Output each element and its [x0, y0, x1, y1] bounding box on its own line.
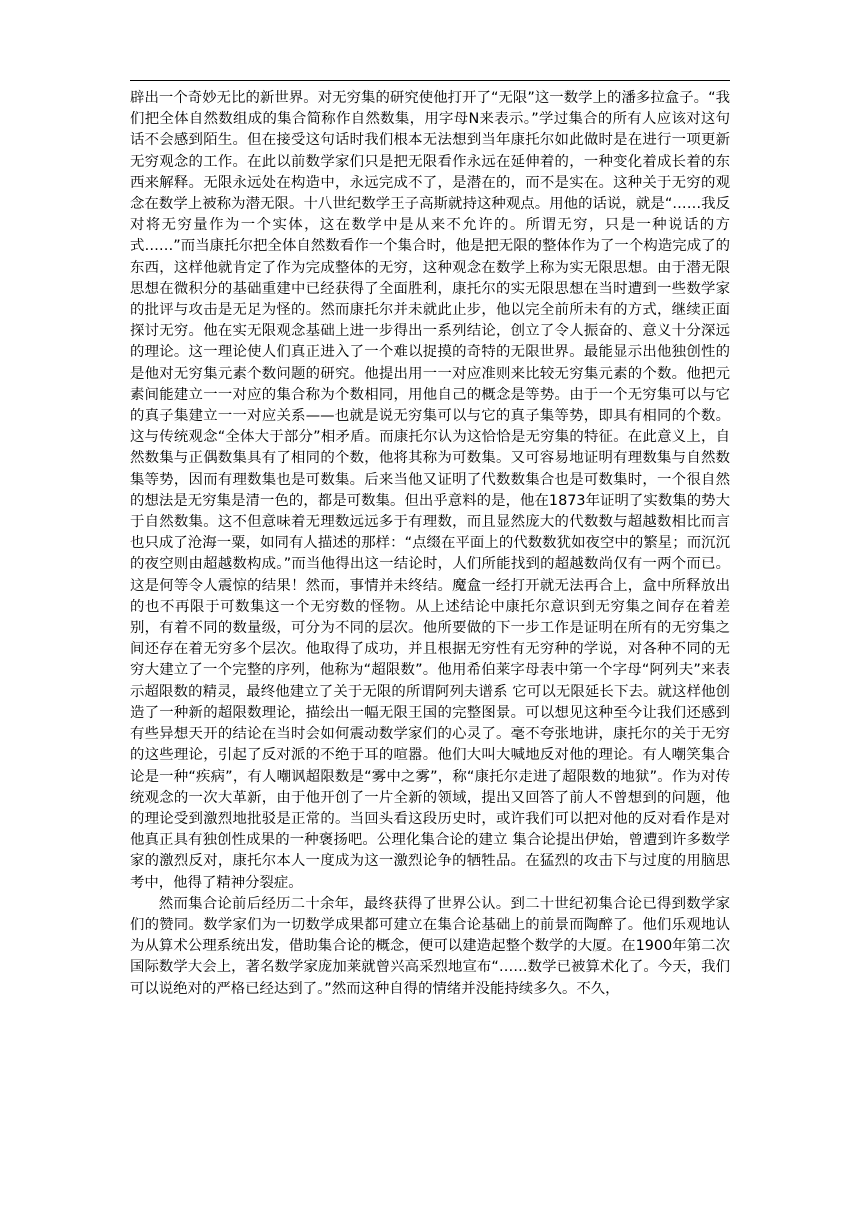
paragraph-1: 辟出一个奇妙无比的新世界。对无穷集的研究使他打开了“无限”这一数学上的潘多拉盒子。“我们把全体自然数组成的集合简称作自然数集，用字母N来表示。”学过集合的所有人应该对这句话不会感到陌生。但在接受这句话时我们根本无法想到当年康托尔如此做时是在进行一项更新无穷观念的工作。在此以前数学家们只是把无限看作永远在延伸着的，一种变化着成长着的东西来解释。无限永远处在构造中，永远完成不了，是潜在的，而不是实在。这种关于无穷的观念在数学上被称为潜无限。十八世纪数学王子高斯就持这种观点。用他的话说，就是“……我反对将无穷量作为一个实体，这在数学中是从来不允许的。所谓无穷，只是一种说话的方式……”而当康托尔把全体自然数看作一个集合时，他是把无限的整体作为了一个构造完成了的东西，这样他就肯定了作为完成整体的无穷，这种观念在数学上称为实无限思想。由于潜无限思想在微积分的基础重建中已经获得了全面胜利，康托尔的实无限思想在当时遭到一些数学家的批评与攻击是无足为怪的。然而康托尔并未就此止步，他以完全前所未有的方式，继续正面探讨无穷。他在实无限观念基础上进一步得出一系列结论，创立了令人振奋的、意义十分深远的理论。这一理论使人们真正进入了一个难以捉摸的奇特的无限世界。最能显示出他独创性的是他对无穷集元素个数问题的研究。他提出用一一对应准则来比较无穷集元素的个数。他把元素间能建立一一对应的集合称为个数相同，用他自己的概念是等势。由于一个无穷集可以与它的真子集建立一一对应关系——也就是说无穷集可以与它的真子集等势，即具有相同的个数。这与传统观念“全体大于部分”相矛盾。而康托尔认为这恰恰是无穷集的特征。在此意义上，自然数集与正偶数集具有了相同的个数，他将其称为可数集。又可容易地证明有理数集与自然数集等势，因而有理数集也是可数集。后来当他又证明了代数数集合也是可数集时，一个很自然的想法是无穷集是清一色的，都是可数集。但出乎意料的是，他在1873年证明了实数集的势大于自然数集。这不但意味着无理数远远多于有理数，而且显然庞大的代数数与超越数相比而言也只成了沧海一粟，如同有人描述的那样：“点缀在平面上的代数数犹如夜空中的繁星；而沉沉的夜空则由超越数构成。”而当他得出这一结论时，人们所能找到的超越数尚仅有一两个而已。这是何等令人震惊的结果！然而，事情并未终结。魔盒一经打开就无法再合上，盒中所释放出的也不再限于可数集这一个无穷数的怪物。从上述结论中康托尔意识到无穷集之间存在着差别，有着不同的数量级，可分为不同的层次。他所要做的下一步工作是证明在所有的无穷集之间还存在着无穷多个层次。他取得了成功，并且根据无穷性有无穷种的学说，对各种不同的无穷大建立了一个完整的序列，他称为“超限数”。他用希伯莱字母表中第一个字母“阿列夫”来表示超限数的精灵，最终他建立了关于无限的所谓阿列夫谱系 它可以无限延长下去。就这样他创造了一种新的超限数理论，描绘出一幅无限王国的完整图景。可以想见这种至今让我们还感到有些异想天开的结论在当时会如何震动数学家们的心灵了。毫不夸张地讲，康托尔的关于无穷的这些理论，引起了反对派的不绝于耳的喧嚣。他们大叫大喊地反对他的理论。有人嘲笑集合论是一种“疾病”，有人嘲讽超限数是“雾中之雾”，称“康托尔走进了超限数的地狱”。作为对传统观念的一次大革新，由于他开创了一片全新的领域，提出又回答了前人不曾想到的问题，他的理论受到激烈地批驳是正常的。当回头看这段历史时，或许我们可以把对他的反对看作是对他真正具有独创性成果的一种褒扬吧。公理化集合论的建立 集合论提出伊始，曾遭到许多数学家的激烈反对，康托尔本人一度成为这一激烈论争的牺牲品。在猛烈的攻击下与过度的用脑思考中，他得了精神分裂症。	[130, 90, 730, 891]
header-rule	[130, 80, 730, 81]
body-text	[130, 88, 730, 1000]
paragraph-2: 然而集合论前后经历二十余年，最终获得了世界公认。到二十世纪初集合论已得到数学家们的赞同。数学家们为一切数学成果都可建立在集合论基础上的前景而陶醉了。他们乐观地认为从算术公理系统出发，借助集合论的概念，便可以建造起整个数学的大厦。在1900年第二次国际数学大会上，著名数学家庞加莱就曾兴高采烈地宣布“……数学已被算术化了。今天，我们可以说绝对的严格已经达到了。”然而这种自得的情绪并没能持续多久。不久，	[130, 895, 730, 997]
